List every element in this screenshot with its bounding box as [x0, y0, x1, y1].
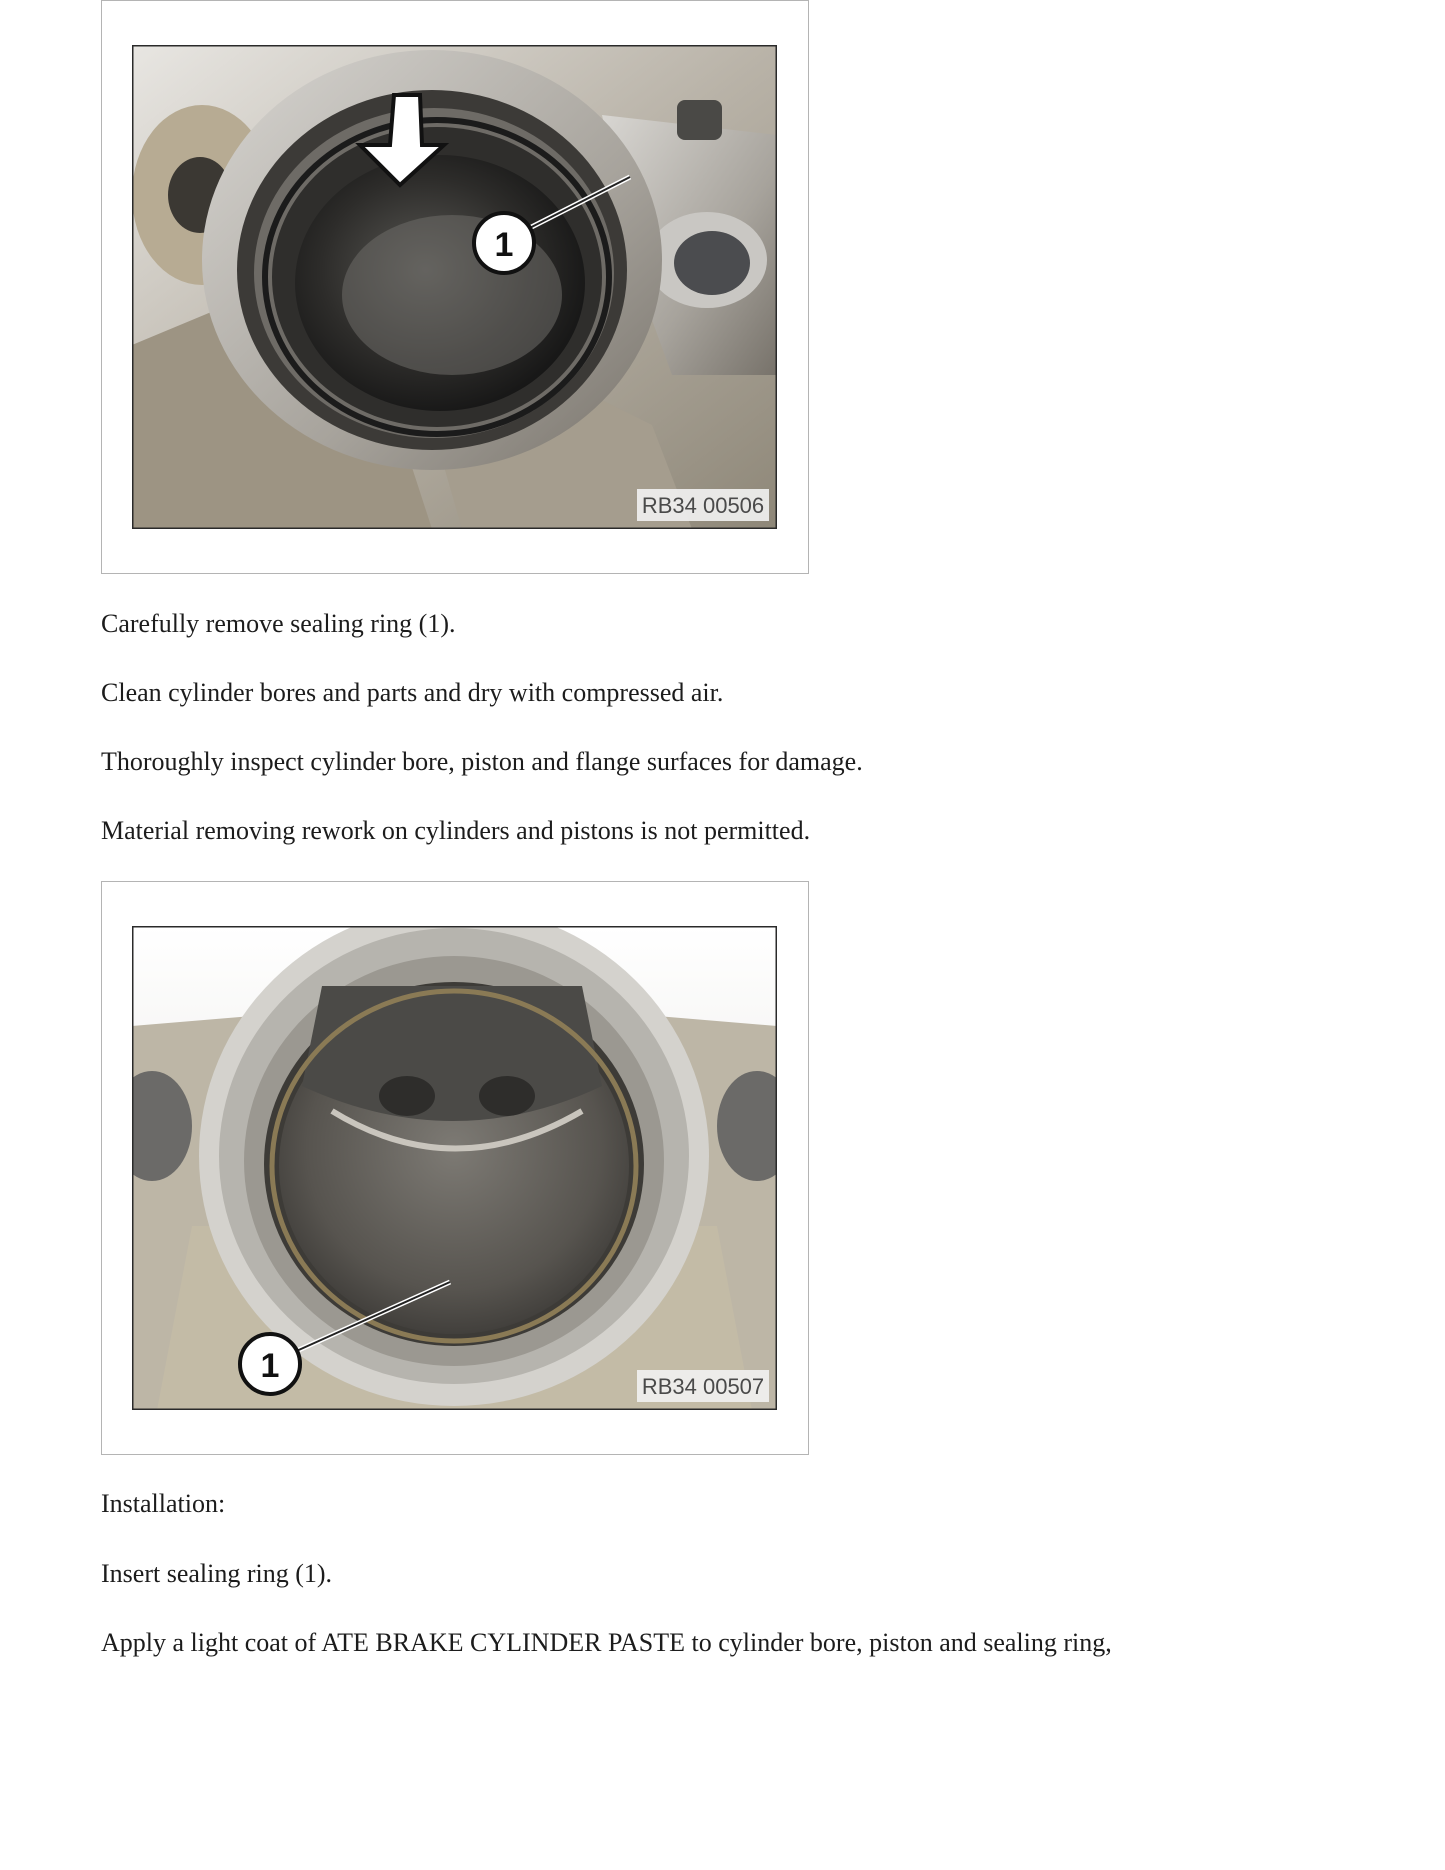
- callout-number: 1: [494, 226, 514, 264]
- step-text: Material removing rework on cylinders and pistons is not permitted.: [101, 816, 811, 845]
- photo-brake-caliper-bore: [132, 926, 777, 1410]
- figure-reference-label: RB34 00506: [641, 493, 765, 518]
- figure-reference-label: RB34 00507: [641, 1374, 765, 1399]
- installation-step-text: Insert sealing ring (1).: [101, 1559, 333, 1588]
- figure-sealing-ring-removal: [101, 0, 809, 574]
- step-text: Carefully remove sealing ring (1).: [101, 609, 456, 638]
- step-text: Thoroughly inspect cylinder bore, piston and flange surfaces for damage.: [101, 747, 863, 776]
- photo-brake-caliper-sealing-ring: [132, 45, 777, 529]
- installation-step-text: Apply a light coat of ATE BRAKE CYLINDER PASTE to cylinder bore, piston and sealing ring,: [101, 1628, 1112, 1657]
- callout-number: 1: [260, 1347, 280, 1385]
- figure-sealing-ring-installation: [101, 881, 809, 1455]
- step-text: Clean cylinder bores and parts and dry with compressed air.: [101, 678, 724, 707]
- installation-heading: Installation:: [101, 1489, 226, 1518]
